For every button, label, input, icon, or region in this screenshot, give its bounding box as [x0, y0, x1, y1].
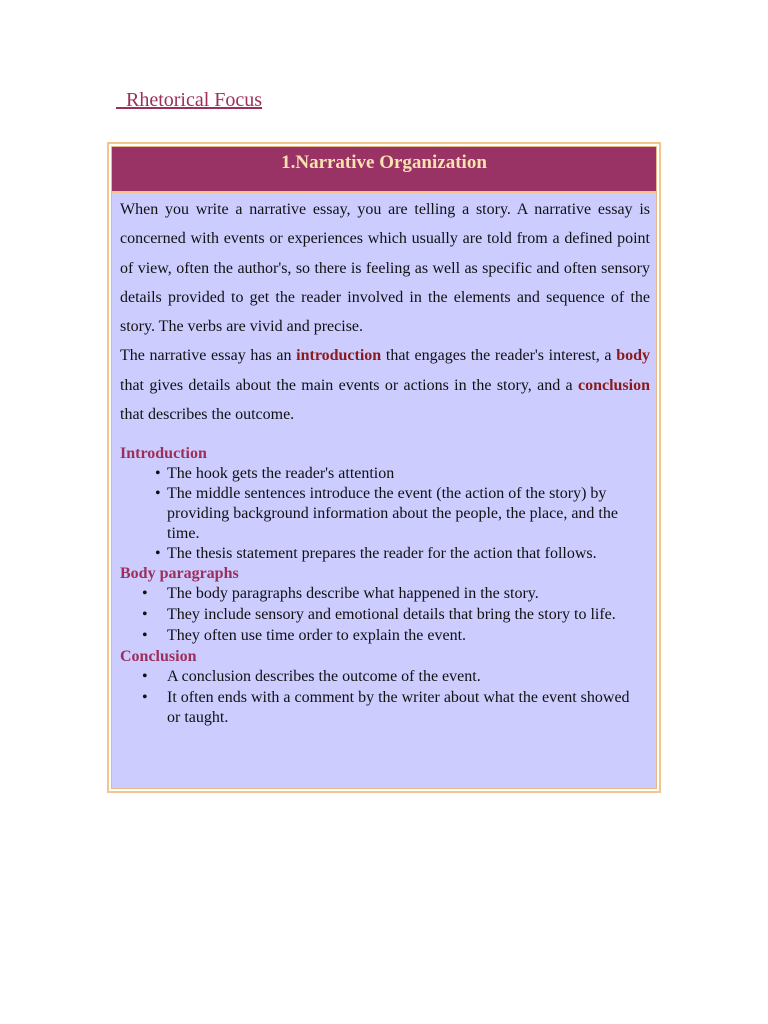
conclusion-heading: Conclusion: [120, 648, 197, 666]
bullet-icon: •: [142, 585, 148, 603]
header-band: [112, 147, 656, 193]
list-item-text-main: It often ends with a comment by the writer about what the event showed: [167, 689, 630, 707]
bullet-icon: •: [142, 689, 148, 707]
list-item: [142, 688, 650, 728]
list-item: [142, 626, 650, 646]
box-inner: [111, 146, 657, 789]
bullet-icon: •: [142, 606, 148, 624]
structure-text-1: The narrative essay has an: [120, 347, 297, 365]
list-item: [155, 544, 650, 564]
bullet-icon: •: [142, 627, 148, 645]
page-title: Rhetorical Focus: [116, 89, 263, 111]
box-header-title: 1.Narrative Organization: [281, 152, 487, 173]
list-item-text: The body paragraphs describe what happened in the story.: [167, 585, 539, 603]
conclusion-list: [120, 667, 650, 728]
list-item-text: The hook gets the reader's attention: [167, 465, 395, 483]
list-item: [142, 605, 650, 625]
box-content: [112, 193, 656, 728]
body-paragraphs-list: [120, 584, 650, 646]
introduction-list: [120, 464, 650, 564]
structure-paragraph: [120, 341, 650, 429]
list-item: [142, 584, 650, 604]
list-item-text: The thesis statement prepares the reader for the action that follows.: [167, 545, 597, 563]
body-paragraphs-heading: Body paragraphs: [120, 565, 239, 583]
bullet-icon: •: [155, 465, 161, 483]
list-item-text: [167, 688, 650, 728]
list-item-text: They include sensory and emotional details that bring the story to life.: [167, 606, 616, 624]
structure-text-4: that describes the outcome.: [120, 406, 295, 424]
list-item: [155, 464, 650, 484]
keyword-body: body: [616, 347, 650, 365]
list-item-text: They often use time order to explain the event.: [167, 627, 467, 645]
list-item-text: The middle sentences introduce the event (the action of the story) by providing background information about the people, the place, and the time.: [167, 485, 618, 543]
bullet-icon: •: [142, 668, 148, 686]
bullet-icon: •: [155, 485, 161, 503]
narrative-organization-box: [107, 142, 661, 793]
introduction-heading: Introduction: [120, 445, 207, 463]
structure-text-2: that engages the reader's interest, a: [381, 347, 617, 365]
list-item: [155, 484, 650, 544]
list-item: [142, 667, 650, 687]
keyword-introduction: introduction: [296, 347, 382, 365]
list-item-text: A conclusion describes the outcome of the event.: [167, 668, 481, 686]
intro-paragraph: When you write a narrative essay, you are telling a story. A narrative essay is concerned with events or experiences which usually are told from a defined point of view, often the author's, so there is feeling as well as specific and often sensory details provided to get the reader involved in the elements and sequence of the story. The verbs are vivid and precise.: [120, 201, 650, 336]
structure-text-3: that gives details about the main events or actions in the story, and a: [120, 376, 578, 394]
list-item-text-tail: or taught.: [167, 709, 229, 727]
keyword-conclusion: conclusion: [577, 376, 650, 394]
bullet-icon: •: [155, 545, 161, 563]
